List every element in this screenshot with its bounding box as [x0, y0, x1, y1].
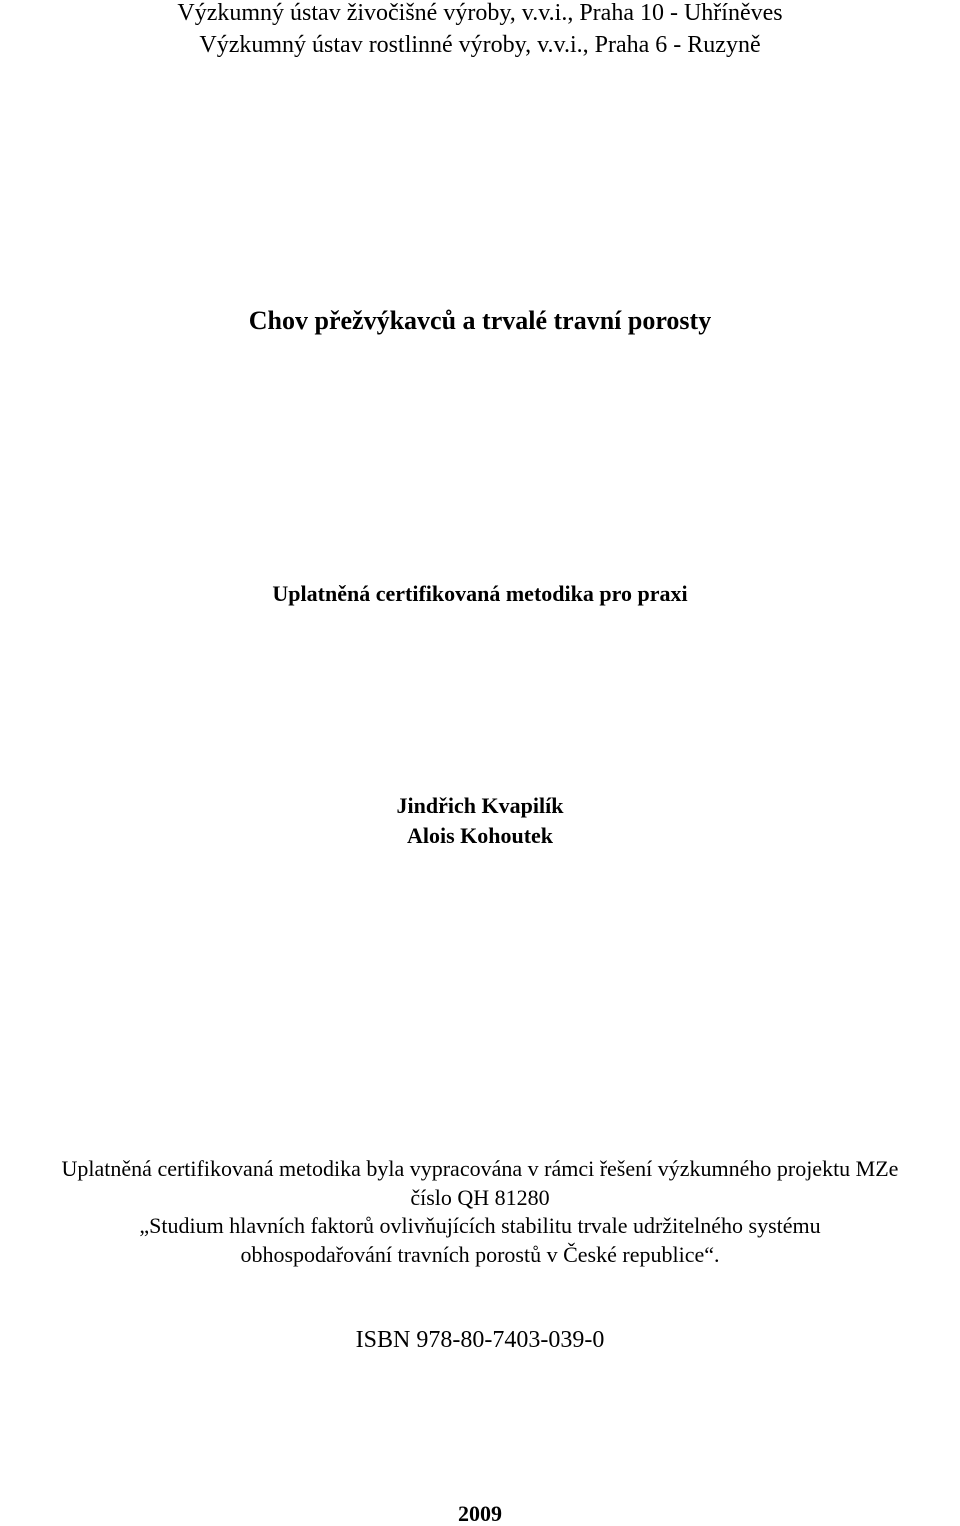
author-name: Alois Kohoutek: [406, 823, 554, 848]
project-note-line: Uplatněná certifikovaná metodika byla vypracována v rámci řešení výzkumného projektu MZe: [61, 1156, 899, 1181]
project-note-line: číslo QH 81280: [410, 1185, 550, 1210]
project-note-line: „Studium hlavních faktorů ovlivňujících stabilitu trvale udržitelného systému: [139, 1213, 821, 1238]
publication-year: 2009: [458, 1501, 502, 1526]
document-subtitle: Uplatněná certifikovaná metodika pro praxi: [272, 581, 688, 606]
document-title: Chov přežvýkavců a trvalé travní porosty: [248, 306, 712, 335]
institute-line-2: Výzkumný ústav rostlinné výroby, v.v.i., Praha 6 - Ruzyně: [199, 32, 761, 58]
isbn: ISBN 978-80-7403-039-0: [355, 1327, 605, 1353]
institute-line-1: Výzkumný ústav živočišné výroby, v.v.i., Praha 10 - Uhříněves: [177, 0, 783, 26]
author-name: Jindřich Kvapilík: [396, 793, 564, 818]
project-note-line: obhospodařování travních porostů v České republice“.: [240, 1242, 720, 1267]
